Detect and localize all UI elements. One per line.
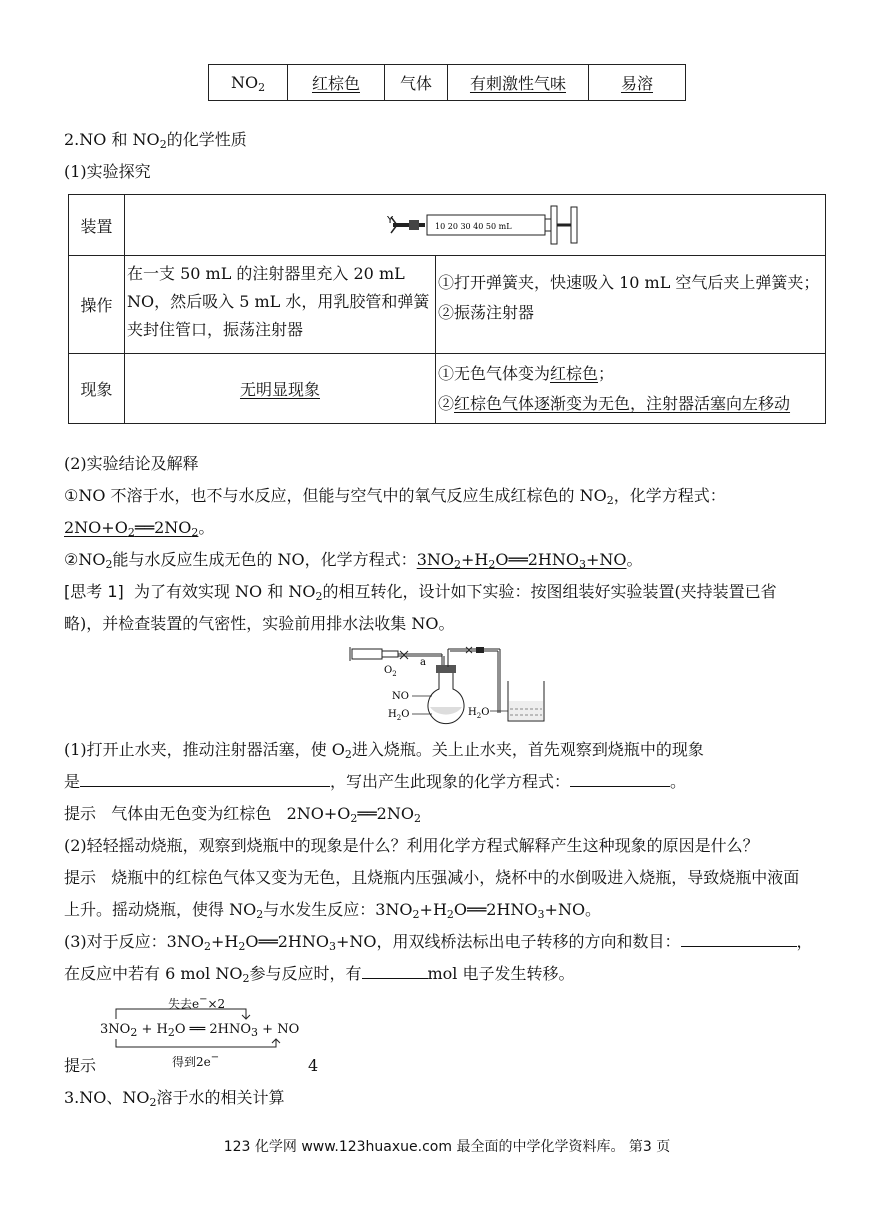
- state-cell: 气体: [399, 74, 432, 93]
- a-label: a: [420, 657, 426, 668]
- h2o-label-left: $H_2O$: [388, 709, 410, 722]
- conclusion-title: (2)实验结论及解释: [64, 454, 199, 473]
- h2o-label-right: $H_2O$: [468, 707, 490, 720]
- odor-cell: 有刺激性气味: [469, 74, 566, 93]
- q1-hint: 提示 气体由无色变为红棕色 $2NO+O_2══2NO_2$: [64, 804, 421, 825]
- q3-line-2: 在反应中若有 6 mol $NO_2$参与反应时，有 mol 电子发生转移。: [64, 964, 575, 985]
- q3-blank-1[interactable]: [681, 930, 797, 947]
- q3-blank-2[interactable]: [362, 962, 428, 979]
- svg-text:Y: Y: [387, 215, 394, 226]
- gain-electron-label: 得到2e−: [172, 1052, 220, 1069]
- phenomenon-left: 无明显现象: [239, 380, 320, 399]
- row-label-operation: 操作: [69, 256, 125, 354]
- page-footer: 123 化学网 www.123huaxue.com 最全面的中学化学资料库。 第3 页: [223, 1139, 671, 1155]
- row-label-phenomenon: 现象: [69, 354, 125, 424]
- q3-hint-value: 4: [308, 1056, 319, 1075]
- solubility-cell: 易溶: [620, 74, 653, 93]
- syringe-figure: [125, 195, 826, 256]
- section-3-title: 3.NO、$NO_2$溶于水的相关计算: [64, 1088, 285, 1109]
- q1-line-1: (1)打开止水夹，推动注射器活塞，使 $O_2$进入烧瓶。关上止水夹，首先观察到烧瓶中的现象: [64, 740, 704, 761]
- subsection-experiment: (1)实验探究: [64, 162, 151, 181]
- row-label-apparatus: 装置: [69, 195, 125, 256]
- redox-equation: $3NO_2 + H_2O$ ══ $2HNO_3$ + NO: [100, 1022, 300, 1039]
- q2-hint-1: 提示 烧瓶中的红棕色气体又变为无色，且烧瓶内压强减小，烧杯中的水倒吸进入烧瓶，导致烧瓶中液面: [64, 868, 800, 887]
- think-1-line-2: 略)，并检查装置的气密性，实验前用排水法收集 NO。: [64, 614, 455, 633]
- properties-table: [208, 64, 686, 101]
- experiment-table: [68, 194, 826, 424]
- color-cell: 红棕色: [311, 74, 360, 93]
- no-label: NO: [392, 691, 409, 702]
- think-tag: [思考 1]: [64, 582, 124, 601]
- phenomenon-right: ①无色气体变为红棕色； ②红棕色气体逐渐变为无色，注射器活塞向左移动: [436, 354, 826, 424]
- operation-left: 在一支 50 mL 的注射器里充入 20 mL NO，然后吸入 5 mL 水，用乳胶管和弹簧 夹封住管口，振荡注射器: [125, 256, 436, 354]
- section-2-title: 2.NO 和 $NO_2$的化学性质: [64, 130, 247, 151]
- apparatus-figure: [348, 643, 548, 727]
- q3-hint-label: 提示: [64, 1056, 97, 1075]
- q3-line-1: (3)对于反应：$3NO_2+H_2O══2HNO_3+NO$，用双线桥法标出电子转移的方向和数目： ，: [64, 932, 813, 953]
- q1-blank-2[interactable]: [570, 770, 670, 787]
- conclusion-point-2: $②NO_2$能与水反应生成无色的 NO，化学方程式：$3NO_2+H_2O══2HNO_3+NO$。: [64, 550, 643, 571]
- q1-blank-1[interactable]: [80, 770, 330, 787]
- q2-line-1: (2)轻轻摇动烧瓶，观察到烧瓶中的现象是什么？利用化学方程式解释产生这种现象的原因是什么？: [64, 836, 759, 855]
- operation-right: ①打开弹簧夹，快速吸入 10 mL 空气后夹上弹簧夹； ②振荡注射器: [436, 256, 826, 354]
- formula-cell: $NO_2$: [209, 65, 288, 101]
- q1-line-2: 是 ，写出产生此现象的化学方程式： 。: [64, 772, 687, 791]
- equation-1: $2NO+O_2══2NO_2$。: [64, 518, 215, 539]
- conclusion-point-1: ①NO 不溶于水，也不与水反应，但能与空气中的氧气反应生成红棕色的 $NO_2$，化学方程式：: [64, 486, 726, 507]
- electron-transfer-diagram: [100, 994, 300, 1069]
- q2-hint-2: 上升。摇动烧瓶，使得 $NO_2$与水发生反应：$3NO_2+H_2O══2HNO_3+NO$。: [64, 900, 602, 921]
- svg-text:10 20 30 40 50 mL: 10 20 30 40 50 mL: [435, 222, 512, 231]
- lose-electron-label: 失去e−×2: [168, 994, 226, 1011]
- o2-label: $O_2$: [384, 665, 397, 678]
- think-1-line-1: [思考 1] 为了有效实现 NO 和 $NO_2$的相互转化，设计如下实验：按图组装好实验装置(夹持装置已省: [64, 582, 777, 603]
